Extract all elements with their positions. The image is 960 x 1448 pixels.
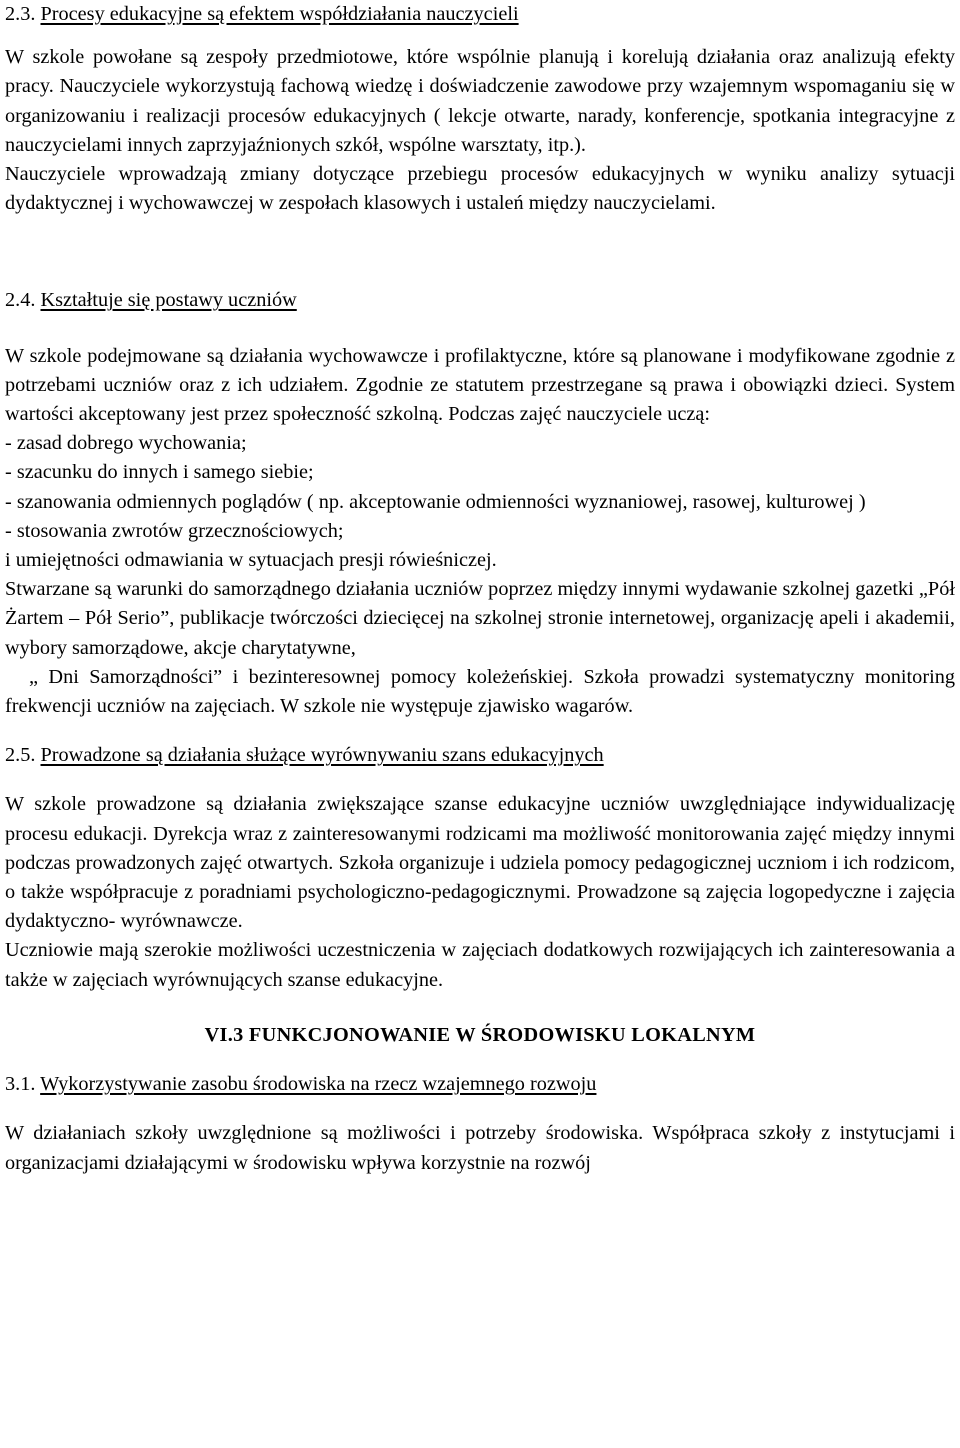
list-item: - szanowania odmiennych poglądów ( np. akceptowanie odmienności wyznaniowej, rasowej, kulturowej ) — [5, 490, 866, 513]
heading-title: Wykorzystywanie zasobu środowiska na rzecz wzajemnego rozwoju — [40, 1073, 597, 1096]
heading-title: Prowadzone są działania służące wyrównywaniu szans edukacyjnych — [40, 744, 604, 767]
heading-2-3 — [5, 0, 955, 29]
paragraph: Stwarzane są warunki do samorządnego działania uczniów poprzez między innymi wydawanie szkolnej gazetki „Pół Żartem – Pół Serio”, publikacje twórczości dziecięcej na szkolnej stronie internetowej, organizację apeli i akademii, wybory samorządowe, akcje charytatywne, — [5, 578, 955, 659]
paragraph: „ Dni Samorządności” i bezinteresownej pomocy koleżeńskiej. Szkoła prowadzi systematyczny monitoring frekwencji uczniów na zajęciach. W szkole nie występuje zjawisko wagarów. — [5, 665, 955, 718]
heading-2-5 — [5, 741, 955, 770]
heading-3-1 — [5, 1070, 955, 1099]
section-title: VI.3 FUNKCJONOWANIE W ŚRODOWISKU LOKALNYM — [204, 1023, 756, 1046]
heading-number: 2.5. — [5, 744, 36, 767]
paragraph: W szkole powołane są zespoły przedmiotowe, które wspólnie planują i korelują działania oraz analizują efekty pracy. Nauczyciele wykorzystują fachową wiedzę i doświadczenie zawodowe przy wzajemnym wspomaganiu się w organizowaniu i realizacji procesów edukacyjnych ( lekcje otwarte, narady, konferencje, spotkania integracyjne z nauczycielami innych zaprzyjaźnionych szkół, wspólne warsztaty, itp.). — [5, 46, 955, 156]
list-item: - stosowania zwrotów grzecznościowych; — [5, 519, 344, 542]
list-item: - zasad dobrego wychowania; — [5, 432, 247, 455]
paragraph: W szkole podejmowane są działania wychowawcze i profilaktyczne, które są planowane i modyfikowane zgodnie z potrzebami uczniów oraz z ich udziałem. Zgodnie ze statutem przestrzegane są prawa i obowiązki dzieci. System wartości akceptowany jest przez społeczność szkolną. Podczas zajęć nauczyciele uczą: — [5, 344, 955, 426]
heading-number: 2.3. — [5, 3, 36, 25]
paragraph: Nauczyciele wprowadzają zmiany dotyczące przebiegu procesów edukacyjnych w wyniku analizy sytuacji dydaktycznej i wychowawczej w zespołach klasowych i ustaleń między nauczycielami. — [5, 163, 955, 215]
list — [5, 429, 955, 575]
heading-2-4 — [5, 286, 955, 315]
list-item: - szacunku do innych i samego siebie; — [5, 461, 314, 484]
heading-number: 3.1. — [5, 1073, 36, 1096]
heading-title: Kształtuje się postawy uczniów — [40, 289, 297, 312]
document-page — [5, 0, 955, 1448]
paragraph: W szkole prowadzone są działania zwiększające szanse edukacyjne uczniów uwzględniające indywidualizację procesu edukacji. Dyrekcja wraz z zainteresowanymi rodzicami ma możliwość monitorowania zajęć między innymi podczas prowadzonych zajęć otwartych. Szkoła organizuje i udziela pomocy pedagogicznej uczniom i ich rodzicom, o także współpracuje z poradniami psychologiczno-pedagogicznymi. Prowadzone są zajęcia logopedyczne i zajęcia dydaktyczno- wyrównawcze. — [5, 793, 955, 933]
paragraph: W działaniach szkoły uwzględnione są możliwości i potrzeby środowiska. Współpraca szkoły z instytucjami i organizacjami działającymi w środowisku wpływa korzystnie na rozwój — [5, 1122, 955, 1174]
paragraph: Uczniowie mają szerokie możliwości uczestniczenia w zajęciach dodatkowych rozwijających ich zainteresowania a także w zajęciach wyrównujących szanse edukacyjne. — [5, 939, 955, 991]
list-item: i umiejętności odmawiania w sytuacjach presji rówieśniczej. — [5, 549, 497, 572]
heading-title: Procesy edukacyjne są efektem współdziałania nauczycieli — [40, 3, 519, 25]
heading-number: 2.4. — [5, 289, 36, 312]
